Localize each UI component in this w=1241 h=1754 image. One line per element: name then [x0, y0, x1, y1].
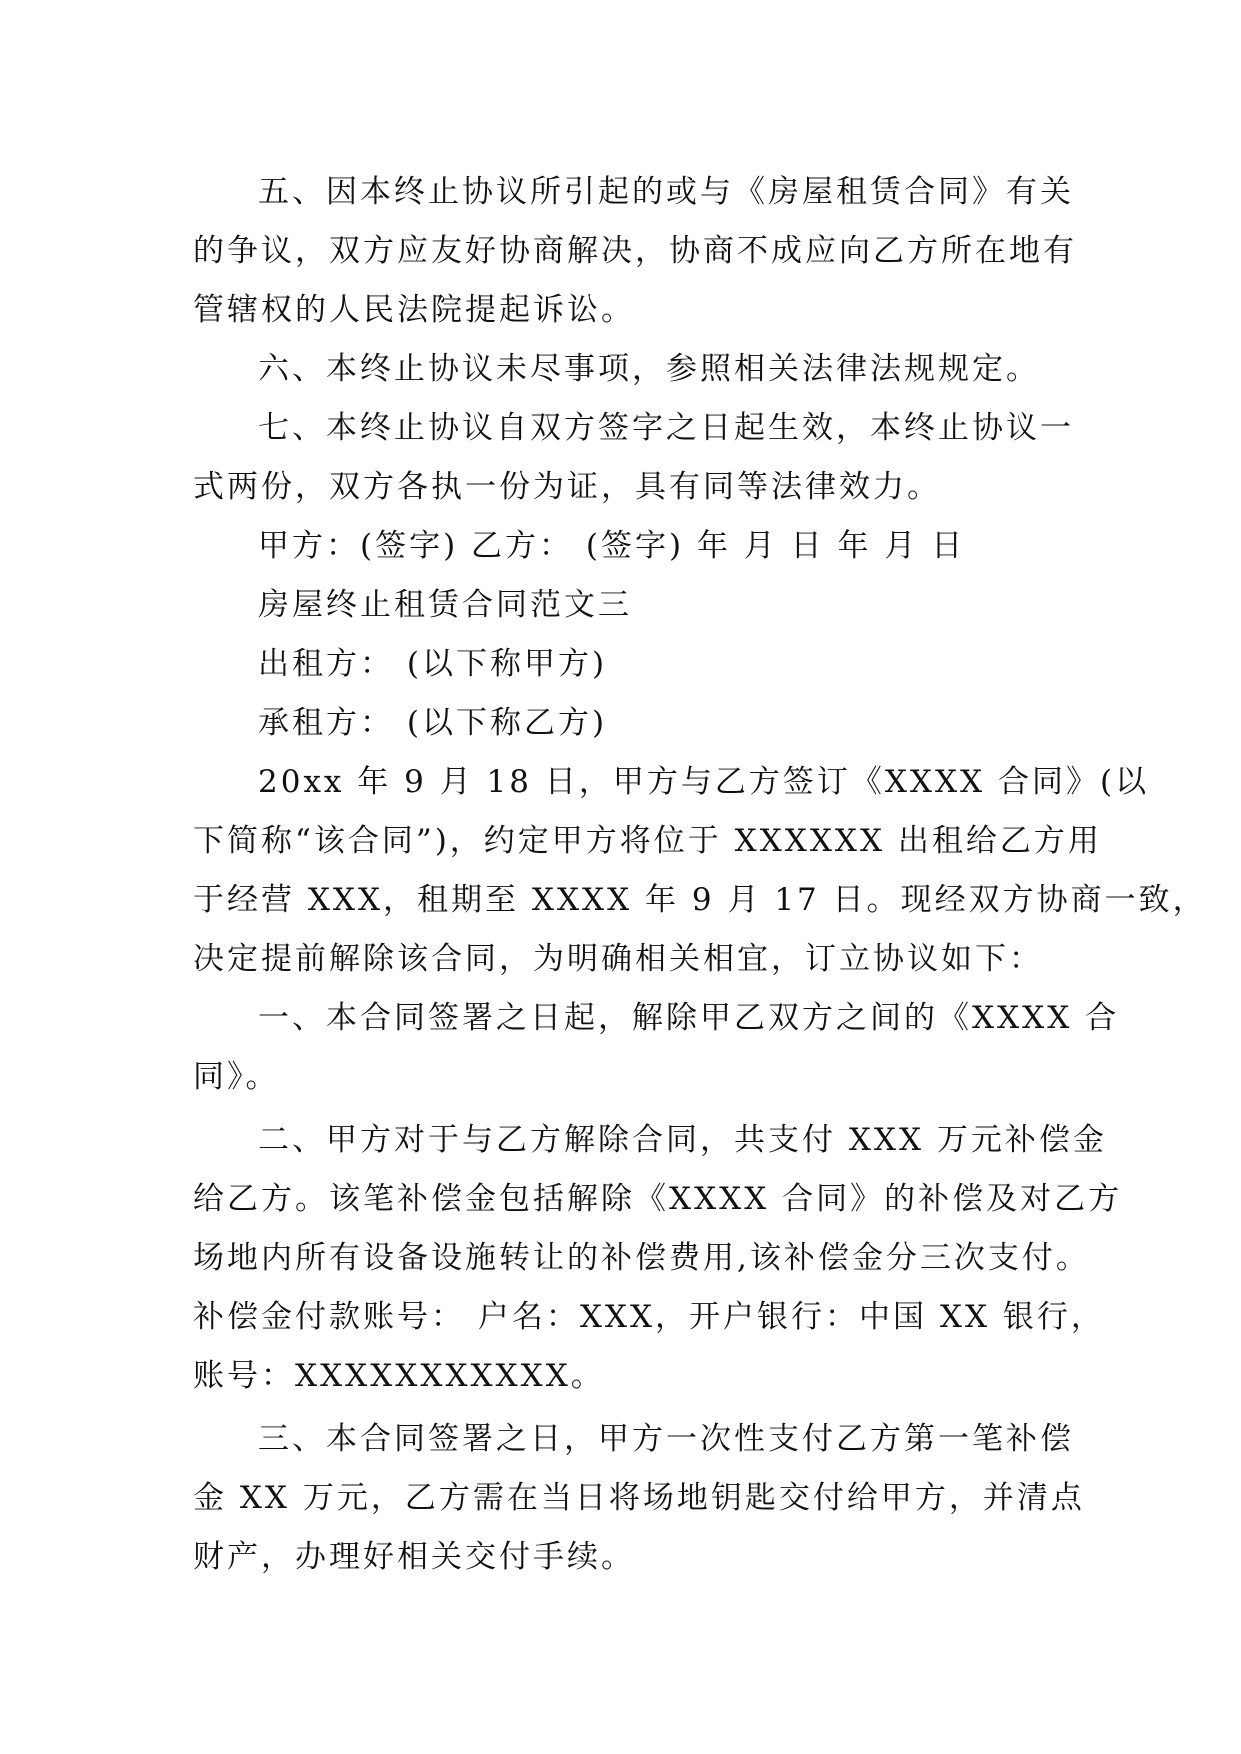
document-body: [193, 163, 1207, 1587]
text-line: 金 XX 万元，乙方需在当日将场地钥匙交付给甲方，并清点: [193, 1480, 1085, 1516]
text-line: 七、本终止协议自双方签字之日起生效，本终止协议一: [258, 410, 1074, 446]
text-line: 补偿金付款账号： 户名：XXX，开户银行：中国 XX 银行，: [193, 1299, 1105, 1335]
text-line: 甲方：(签字) 乙方： (签字) 年 月 日 年 月 日: [258, 528, 966, 564]
paragraph-preamble: [193, 753, 1207, 989]
paragraph-article-2: [193, 1111, 1123, 1406]
text-line: 账号：XXXXXXXXXXX。: [193, 1358, 605, 1394]
paragraph-clause-6: [193, 340, 1053, 399]
text-line: 三、本合同签署之日，甲方一次性支付乙方第一笔补偿: [258, 1421, 1074, 1457]
text-line: 承租方： (以下称乙方): [258, 705, 608, 741]
text-line: 财产，办理好相关交付手续。: [193, 1539, 635, 1575]
paragraph-clause-7: [193, 399, 1074, 517]
text-line: 五、因本终止协议所引起的或与《房屋租赁合同》有关: [258, 174, 1074, 210]
text-line: 的争议，双方应友好协商解决，协商不成应向乙方所在地有: [193, 233, 1077, 269]
text-line: 一、本合同签署之日起，解除甲乙双方之间的《XXXX 合: [258, 1000, 1120, 1036]
text-line: 出租方： (以下称甲方): [258, 646, 608, 682]
text-line: 同》。: [193, 1059, 280, 1095]
text-line: 给乙方。该笔补偿金包括解除《XXXX 合同》的补偿及对乙方: [193, 1181, 1123, 1217]
text-line: 下简称“该合同”)，约定甲方将位于 XXXXXX 出租给乙方用: [193, 823, 1102, 859]
text-line: 二、甲方对于与乙方解除合同，共支付 XXX 万元补偿金: [258, 1122, 1107, 1158]
lessee-line: [193, 694, 1053, 753]
section-title: [193, 576, 1053, 635]
text-line: 式两份，双方各执一份为证，具有同等法律效力。: [193, 469, 941, 505]
text-line: 房屋终止租赁合同范文三: [258, 587, 632, 623]
paragraph-clause-5: [193, 163, 1077, 340]
paragraph-article-3: [193, 1410, 1085, 1587]
text-line: 六、本终止协议未尽事项，参照相关法律法规规定。: [258, 351, 1040, 387]
lessor-line: [193, 635, 1053, 694]
signature-line: [193, 517, 1053, 576]
paragraph-article-1: [193, 989, 1120, 1107]
text-line: 管辖权的人民法院提起诉讼。: [193, 292, 635, 328]
text-line: 场地内所有设备设施转让的补偿费用,该补偿金分三次支付。: [193, 1240, 1090, 1276]
text-line: 20xx 年 9 月 18 日，甲方与乙方签订《XXXX 合同》(以: [258, 764, 1150, 800]
text-line: 于经营 XXX，租期至 XXXX 年 9 月 17 日。现经双方协商一致，: [193, 882, 1207, 918]
text-line: 决定提前解除该合同，为明确相关相宜，订立协议如下：: [193, 941, 1043, 977]
